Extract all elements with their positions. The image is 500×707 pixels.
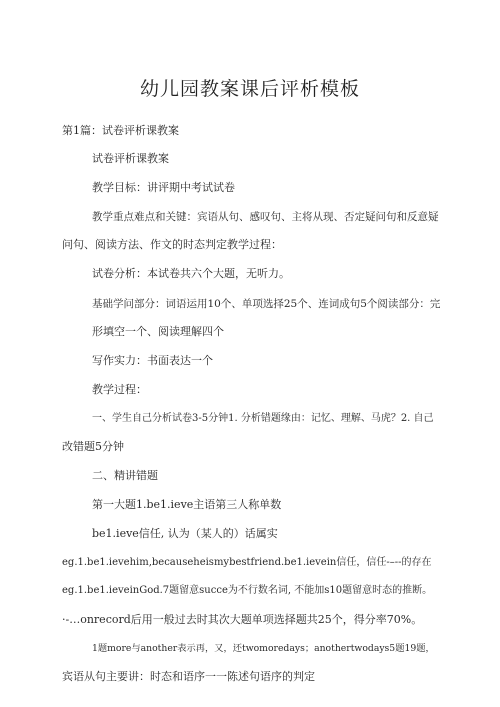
doc-line: 教学过程：: [92, 383, 147, 396]
doc-line: 教学目标：讲评期中考试试卷: [92, 181, 235, 194]
doc-line: 写作实力：书面表达一个: [92, 354, 213, 367]
doc-line: 一、学生自己分析试卷3-5分钟1. 分析错题缘由：记忆、理解、马虎？2. 自己: [92, 413, 434, 424]
doc-line: ·-…onrecord后用一般过去时其次大题单项选择题共25个，得分率70%。: [62, 613, 423, 626]
doc-line: 第1篇：试卷评析课教案: [62, 124, 179, 137]
doc-line: be1.ieve信任, 认为（某人的）话属实: [92, 527, 278, 540]
doc-line: 教学重点难点和关键：宾语从句、感叹句、主将从现、否定疑问句和反意疑: [92, 211, 439, 223]
doc-line: 形填空一个、阅读理解四个: [92, 325, 224, 338]
doc-line: eg.1.be1.ievehim,becauseheismybestfriend.be1.ievein信任，信任-–--的存在: [62, 557, 432, 568]
doc-line: 试卷分析：本试卷共六个大题，无听力。: [92, 267, 290, 280]
doc-line: 改错题5分钟: [62, 440, 124, 453]
doc-line: 宾语从句主要讲：时态和语序一一陈述句语序的判定: [62, 670, 315, 683]
page-title: 幼儿园教案课后评析模板: [139, 78, 360, 100]
doc-line: 1题more与another表示再，又，还twomoredays；anothertwodays5题19题，: [92, 643, 435, 654]
doc-line: 二、精讲错题: [92, 469, 158, 482]
doc-line: 问句、阅读方法、作文的时态判定教学过程：: [62, 238, 282, 251]
doc-line: eg.1.be1.ieveinGod.7题留意succe为不行数名词, 不能加s10题留意时态的推断。: [62, 585, 433, 596]
doc-line: 试卷评析课教案: [92, 152, 169, 165]
doc-line: 第一大题1.be1.ieve主语第三人称单数: [92, 498, 282, 511]
doc-line: 基础学问部分：词语运用10个、单项选择25个、连词成句5个阅读部分：完: [92, 298, 441, 310]
